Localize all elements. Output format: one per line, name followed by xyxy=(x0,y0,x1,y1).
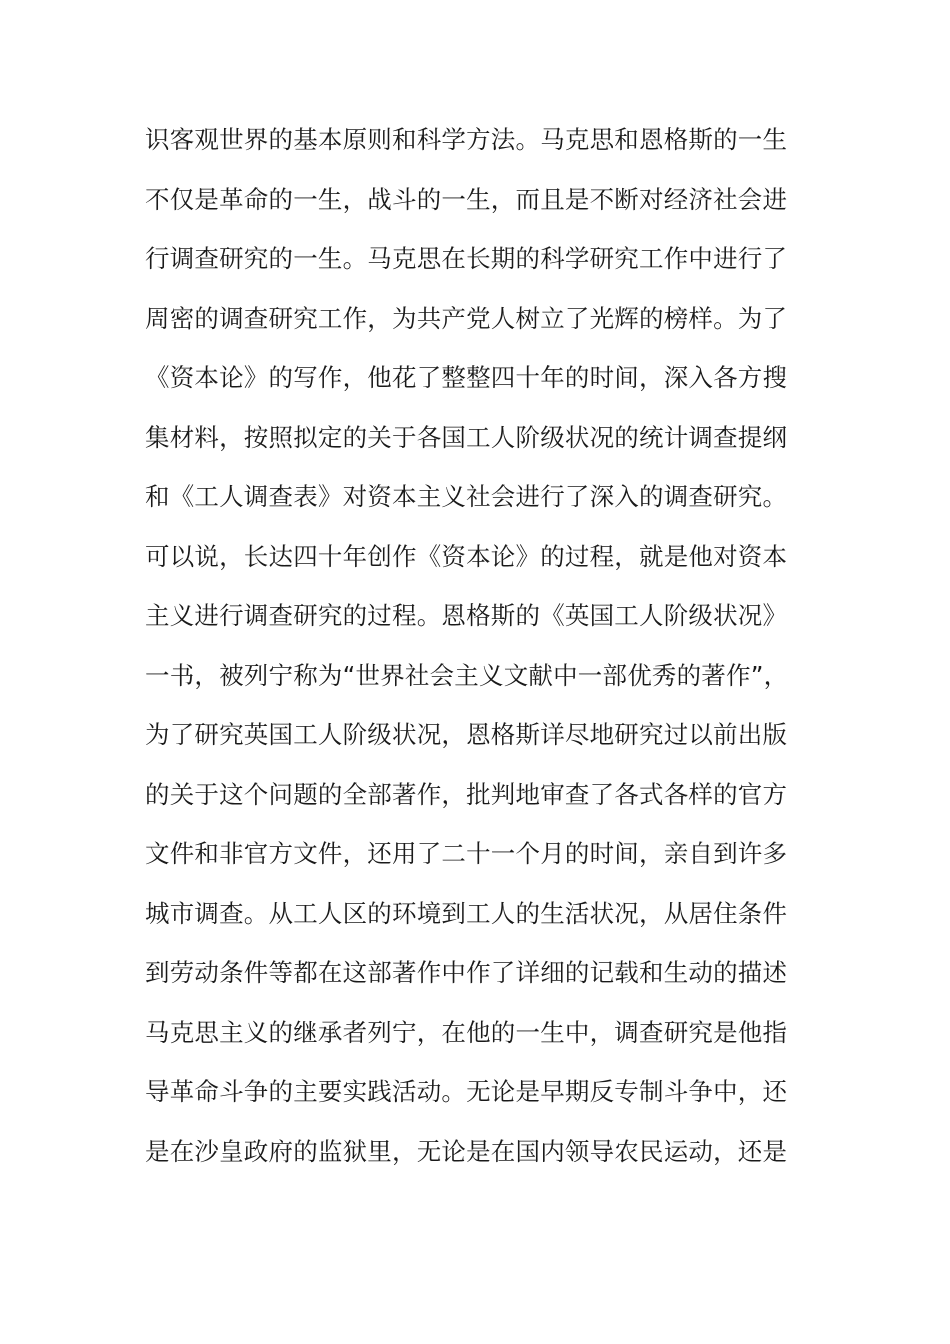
text-line: 和《工人调查表》对资本主义社会进行了深入的调查研究。 xyxy=(145,482,788,511)
text-line: 是在沙皇政府的监狱里，无论是在国内领导农民运动，还是 xyxy=(145,1136,788,1166)
text-line: 集材料，按照拟定的关于各国工人阶级状况的统计调查提纲 xyxy=(145,422,788,452)
text-line: 为了研究英国工人阶级状况，恩格斯详尽地研究过以前出版 xyxy=(145,720,788,749)
text-line: 马克思主义的继承者列宁，在他的一生中，调查研究是他指 xyxy=(145,1017,788,1047)
text-line: 的关于这个问题的全部著作，批判地审查了各式各样的官方 xyxy=(145,779,788,809)
text-line: 文件和非官方文件，还用了二十一个月的时间，亲自到许多 xyxy=(145,839,788,868)
text-line: 导革命斗争的主要实践活动。无论是早期反专制斗争中，还 xyxy=(145,1077,788,1106)
text-line: 识客观世界的基本原则和科学方法。马克思和恩格斯的一生 xyxy=(145,125,788,154)
body-text xyxy=(145,118,825,1189)
text-line: 行调查研究的一生。马克思在长期的科学研究工作中进行了 xyxy=(145,244,788,273)
text-line: 可以说，长达四十年创作《资本论》的过程，就是他对资本 xyxy=(145,541,788,571)
text-line: 《资本论》的写作，他花了整整四十年的时间，深入各方搜 xyxy=(145,363,788,392)
text-line: 不仅是革命的一生，战斗的一生，而且是不断对经济社会进 xyxy=(145,184,788,214)
text-line: 主义进行调查研究的过程。恩格斯的《英国工人阶级状况》 xyxy=(145,601,788,630)
text-line: 一书，被列宁称为“世界社会主义文献中一部优秀的著作”， xyxy=(145,660,789,690)
text-line: 城市调查。从工人区的环境到工人的生活状况，从居住条件 xyxy=(145,898,788,928)
text-line: 到劳动条件等都在这部著作中作了详细的记载和生动的描述 xyxy=(145,958,788,987)
text-line: 周密的调查研究工作，为共产党人树立了光辉的榜样。为了 xyxy=(145,303,788,333)
